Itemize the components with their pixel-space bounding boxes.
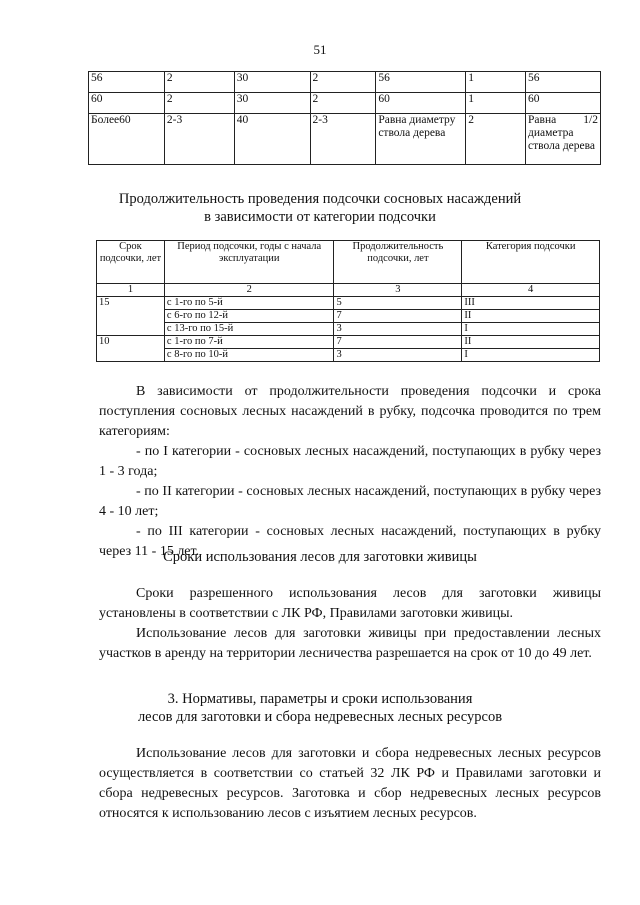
table-cell: 7 (334, 310, 462, 323)
paragraph: Сроки разрешенного использования лесов для заготовки живицы установлены в соответствии с ЛК РФ, Правилами заготовки живицы. (99, 586, 601, 621)
table-cell: 2 (310, 93, 376, 114)
list-item: - по III категории - сосновых лесных насаждений, поступающих в рубку через 11 - 15 лет. (99, 524, 601, 559)
column-number: 3 (334, 284, 462, 297)
section-title (0, 690, 640, 726)
table-cell: 30 (234, 72, 310, 93)
table-cell: 3 (334, 349, 462, 362)
categories-paragraph (99, 382, 601, 562)
table-number-row (97, 284, 600, 297)
table-cell: с 1-го по 5-й (164, 297, 334, 310)
column-header: Продолжительность подсочки, лет (334, 241, 462, 284)
section-title (0, 190, 640, 226)
table-cell: 56 (376, 72, 466, 93)
table-cell: 1 (466, 93, 526, 114)
column-header: Период подсочки, годы с начала эксплуатации (164, 241, 334, 284)
table-header-row (97, 241, 600, 284)
table-row (97, 349, 600, 362)
list-item: - по I категории - сосновых лесных насаждений, поступающих в рубку через 1 - 3 года; (99, 444, 601, 479)
table-cell: Равна диаметру ствола дерева (376, 114, 466, 165)
paragraph: В зависимости от продолжительности проведения подсочки и срока поступления сосновых лесных насаждений в рубку, подсочка проводится по трем категориям: (99, 384, 601, 439)
table-cell: 60 (526, 93, 601, 114)
resin-paragraphs (99, 584, 601, 664)
table-cell: 7 (334, 336, 462, 349)
table-top (88, 71, 601, 165)
table-row (97, 336, 600, 349)
title-line: Продолжительность проведения подсочки сосновых насаждений (118, 191, 522, 207)
table-cell: 3 (334, 323, 462, 336)
table-cell: II (462, 336, 600, 349)
table-cell: 2 (164, 93, 234, 114)
table-cell: 40 (234, 114, 310, 165)
term-cell: 15 (97, 297, 165, 336)
table-cell: 2 (310, 72, 376, 93)
column-number: 2 (164, 284, 334, 297)
table-cell: 2 (466, 114, 526, 165)
page-number: 51 (313, 42, 327, 57)
table-cell: с 8-го по 10-й (164, 349, 334, 362)
section-title: Сроки использования лесов для заготовки живицы (163, 549, 477, 565)
table-row (89, 93, 601, 114)
table-row (97, 323, 600, 336)
list-item: - по II категории - сосновых лесных насаждений, поступающих в рубку через 4 - 10 лет; (99, 484, 601, 519)
table-row (89, 72, 601, 93)
table-cell: I (462, 323, 600, 336)
column-header: Категория подсочки (462, 241, 600, 284)
term-cell: 10 (97, 336, 165, 362)
table-cell: II (462, 310, 600, 323)
table-cell: I (462, 349, 600, 362)
column-header: Срок подсочки, лет (97, 241, 165, 284)
paragraph: Использование лесов для заготовки и сбора недревесных лесных ресурсов осуществляется в соответствии со статьей 32 ЛК РФ и Правилами заготовки и сбора недревесных ресурсов. Заготовка и сбор недревесных лесных ресурсов относятся к использованию лесов с изъятием лесных ресурсов. (99, 746, 601, 821)
title-line: в зависимости от категории подсочки (204, 209, 436, 225)
title-line: лесов для заготовки и сбора недревесных лесных ресурсов (137, 709, 503, 725)
table-row (89, 114, 601, 165)
table-cell: 2-3 (164, 114, 234, 165)
table-cell: 56 (89, 72, 165, 93)
table-cell: с 6-го по 12-й (164, 310, 334, 323)
title-line: 3. Нормативы, параметры и сроки использования (167, 691, 473, 707)
table-cell: с 1-го по 7-й (164, 336, 334, 349)
table-cell: Более60 (89, 114, 165, 165)
table-cell: с 13-го по 15-й (164, 323, 334, 336)
table-categories (96, 240, 600, 362)
column-number: 4 (462, 284, 600, 297)
table-cell: Равна 1/2 диаметра ствола дерева (526, 114, 601, 165)
table-cell: 56 (526, 72, 601, 93)
table-cell: 60 (89, 93, 165, 114)
table-cell: 30 (234, 93, 310, 114)
column-number: 1 (97, 284, 165, 297)
table-row (97, 310, 600, 323)
table-cell: 1 (466, 72, 526, 93)
non-timber-paragraph (99, 744, 601, 824)
table-cell: 2 (164, 72, 234, 93)
table-row (97, 297, 600, 310)
table-cell: 5 (334, 297, 462, 310)
table-cell: 60 (376, 93, 466, 114)
table-cell: 2-3 (310, 114, 376, 165)
table-cell: III (462, 297, 600, 310)
paragraph: Использование лесов для заготовки живицы при предоставлении лесных участков в аренду на территории лесничества разрешается на срок от 10 до 49 лет. (99, 626, 601, 661)
